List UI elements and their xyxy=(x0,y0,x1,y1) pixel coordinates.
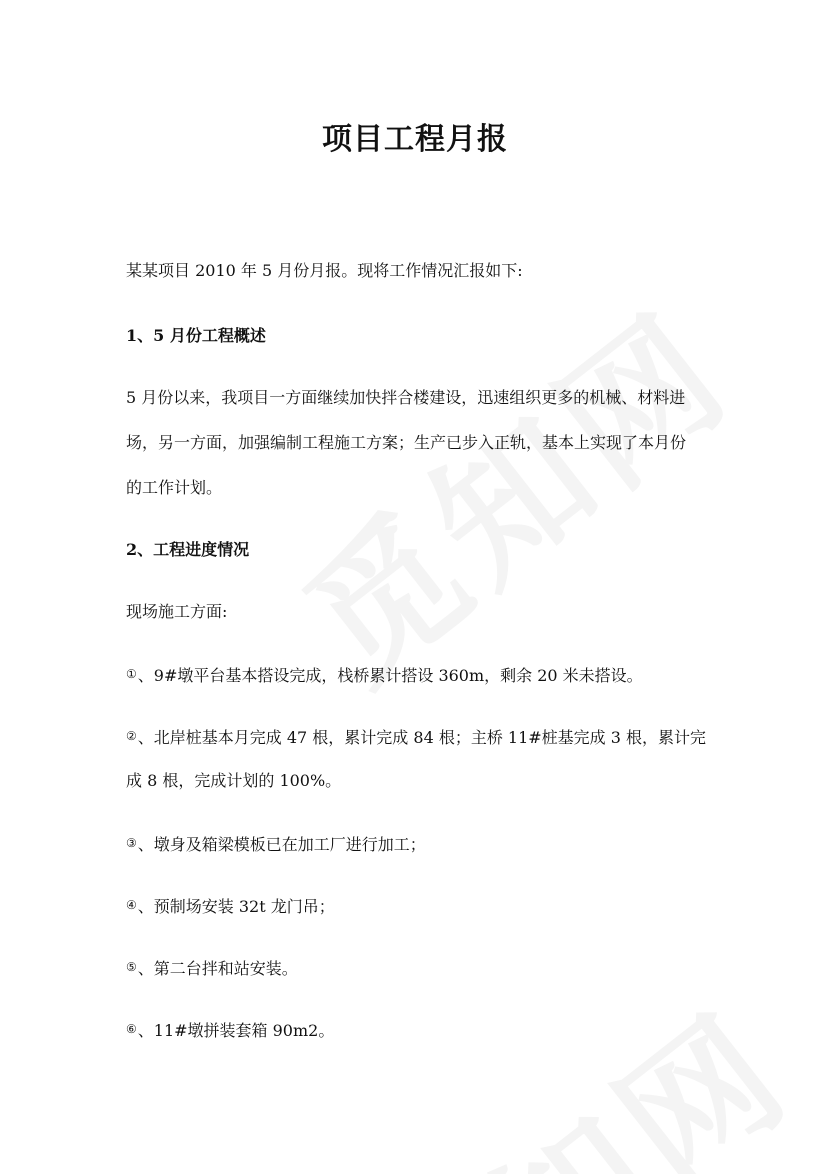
intro-paragraph: 某某项目 2010 年 5 月份月报。现将工作情况汇报如下: xyxy=(126,261,523,280)
item-text: 、墩身及箱梁模板已在加工厂进行加工； xyxy=(137,835,426,854)
item-marker: ① xyxy=(126,667,137,681)
item-marker: ③ xyxy=(126,836,137,850)
item-text: 、9#墩平台基本搭设完成，栈桥累计搭设 360m，剩余 20 米未搭设。 xyxy=(137,666,643,685)
list-item xyxy=(126,662,716,688)
item-text: 、11#墩拼装套箱 90m2。 xyxy=(137,1021,335,1040)
list-item-continuation: 成 8 根，完成计划的 100%。 xyxy=(126,771,342,790)
item-marker: ② xyxy=(126,729,137,743)
item-marker: ⑤ xyxy=(126,960,137,974)
list-item xyxy=(126,1017,716,1043)
list-item xyxy=(126,724,716,750)
item-text: 、北岸桩基本月完成 47 根，累计完成 84 根；主桥 11#桩基完成 3 根，累计完 xyxy=(137,728,707,747)
paragraph-line: 5 月份以来，我项目一方面继续加快拌合楼建设，迅速组织更多的机械、材料进 xyxy=(126,388,686,407)
list-item xyxy=(126,893,716,919)
item-marker: ④ xyxy=(126,898,137,912)
subheading: 现场施工方面: xyxy=(126,602,228,621)
paragraph-line: 的工作计划。 xyxy=(126,478,223,497)
item-marker: ⑥ xyxy=(126,1022,137,1036)
paragraph-line: 场，另一方面，加强编制工程施工方案；生产已步入正轨，基本上实现了本月份 xyxy=(126,433,687,452)
section-heading-1: 1、5 月份工程概述 xyxy=(126,326,266,345)
section-heading-2: 2、工程进度情况 xyxy=(126,540,250,559)
item-text: 、第二台拌和站安装。 xyxy=(137,959,298,978)
list-item xyxy=(126,831,716,857)
item-text: 、预制场安装 32t 龙门吊； xyxy=(137,897,335,916)
watermark xyxy=(314,955,825,1174)
page-title: 项目工程月报 xyxy=(322,122,508,157)
list-item xyxy=(126,955,716,981)
